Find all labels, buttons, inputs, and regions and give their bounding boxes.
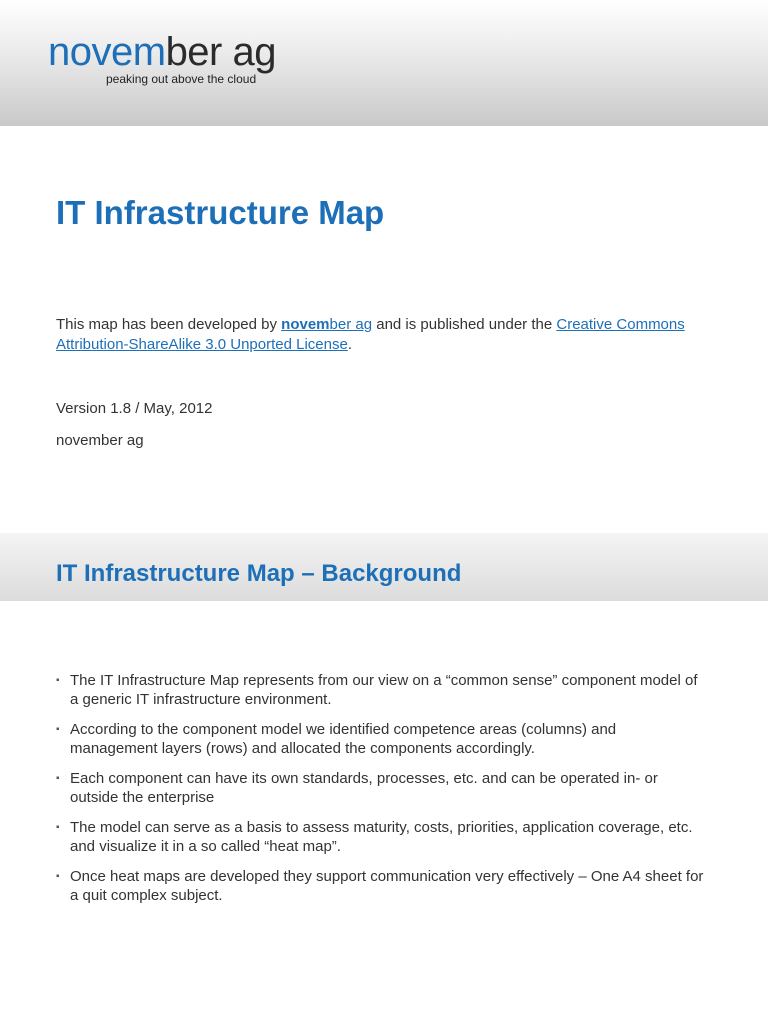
bullet-text: Once heat maps are developed they support communication very effectively – One A4 sheet for a quit complex subject. [70,868,704,904]
bullet-item [56,769,706,807]
bullet-marker: ▪ [56,822,60,833]
logo-rest: ber ag [165,30,276,74]
bullet-marker: ▪ [56,675,60,686]
bullet-marker: ▪ [56,871,60,882]
november-ag-link[interactable] [281,316,372,333]
link-brand-rest: ber ag [329,316,373,333]
intro-paragraph [56,315,716,355]
section-title: IT Infrastructure Map – Background [56,560,462,587]
slide-header [0,0,768,126]
bullet-marker: ▪ [56,773,60,784]
bullet-item [56,867,706,905]
version-text: Version 1.8 / May, 2012 [56,400,213,417]
bullet-item [56,720,706,758]
link-brand-accent: novem [281,316,330,333]
bullet-text: The model can serve as a basis to assess maturity, costs, priorities, application coverage, etc. and visualize it in a so called “heat map”. [70,819,693,855]
bullet-text: According to the component model we identified competence areas (columns) and management layers (rows) and allocated the components accordingly. [70,721,617,757]
bullet-marker: ▪ [56,724,60,735]
logo-tagline: peaking out above the cloud [106,72,257,86]
logo-wordmark [48,32,276,72]
intro-text-after: . [347,336,353,353]
intro-text-middle: and is published under the [372,316,557,333]
bullet-item [56,671,706,709]
background-bullet-list [56,671,706,916]
company-name: november ag [56,432,144,449]
bullet-item [56,818,706,856]
logo-accent: novem [48,30,166,74]
license-link[interactable]: Creative Commons Attribution-ShareAlike 3.0 Unported License [56,316,685,353]
intro-text-before: This map has been developed by [56,316,282,333]
page-title: IT Infrastructure Map [56,194,385,231]
company-logo [48,30,276,86]
bullet-text: Each component can have its own standards, processes, etc. and can be operated in- or outside the enterprise [70,770,658,806]
bullet-text: The IT Infrastructure Map represents from our view on a “common sense” component model of a generic IT infrastructure environment. [70,672,698,708]
